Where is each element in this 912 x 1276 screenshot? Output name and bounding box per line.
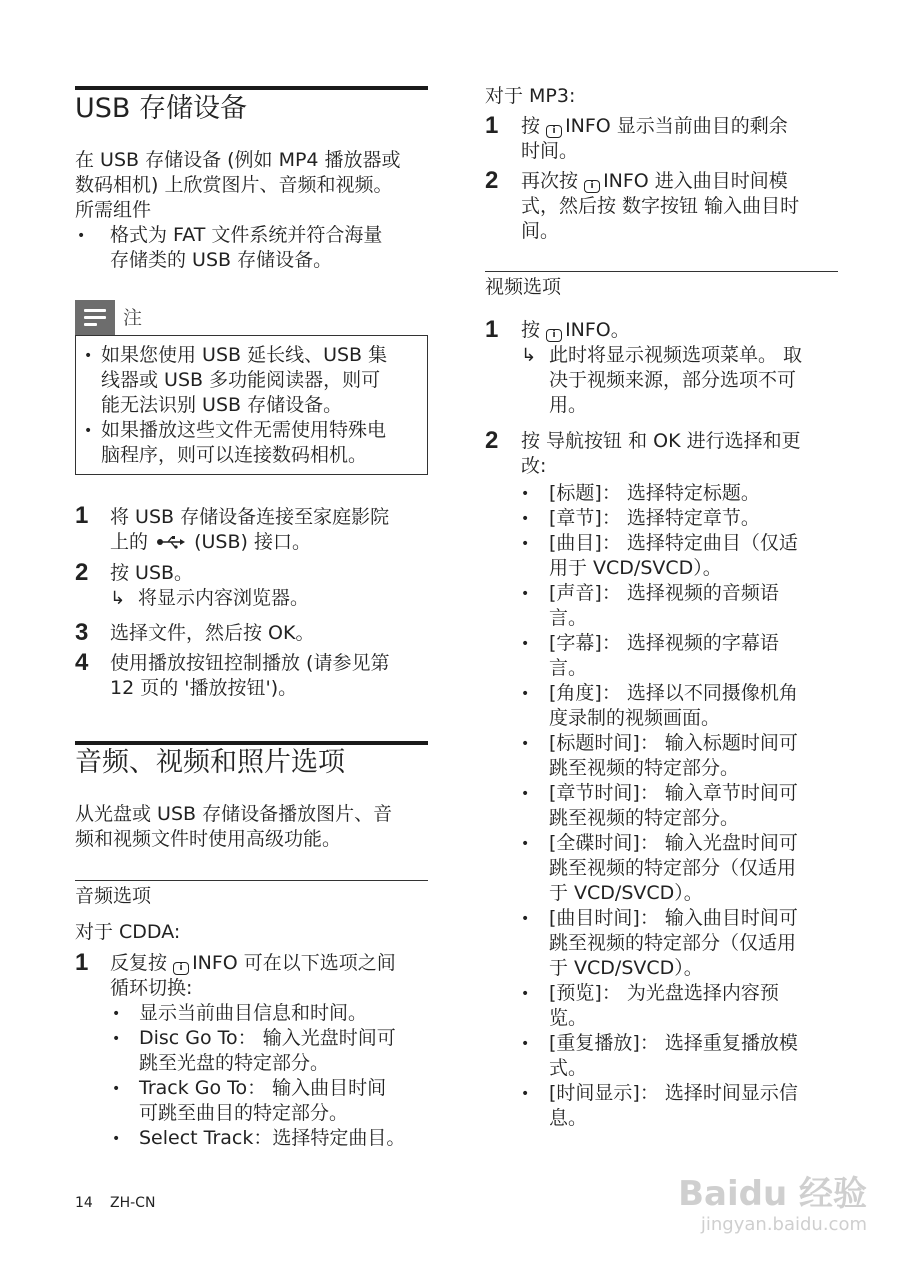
video-option-line: 跳至视频的特定部分。 bbox=[549, 807, 740, 829]
bullet-icon: • bbox=[112, 1131, 121, 1147]
bullet-icon: • bbox=[112, 1081, 121, 1097]
video-option-line: 用于 VCD/SVCD）。 bbox=[549, 557, 722, 579]
bullet-icon: • bbox=[521, 536, 530, 552]
video-option-line: 言。 bbox=[549, 607, 588, 629]
video-option-line: 览。 bbox=[549, 1007, 588, 1029]
step-line: 改: bbox=[521, 455, 547, 477]
video-option-line: [标题时间]： 输入标题时间可 bbox=[549, 732, 798, 754]
step-line: 按 USB。 bbox=[110, 562, 194, 584]
video-option-line: [预览]： 为光盘选择内容预 bbox=[549, 982, 779, 1004]
option-line: Disc Go To： 输入光盘时间可 bbox=[139, 1027, 396, 1049]
bullet-icon: • bbox=[521, 636, 530, 652]
bullet-icon: • bbox=[521, 686, 530, 702]
note-line: 脑程序，则可以连接数码相机。 bbox=[101, 444, 368, 466]
step-number: 2 bbox=[485, 427, 499, 454]
step-text: (USB) 接口。 bbox=[194, 531, 311, 553]
video-option-line: 言。 bbox=[549, 657, 588, 679]
result-arrow-icon: ↳ bbox=[110, 588, 126, 609]
step-line: 选择文件，然后按 OK。 bbox=[110, 622, 315, 644]
bullet-icon: • bbox=[521, 1036, 530, 1052]
usb-title: USB 存储设备 bbox=[75, 93, 248, 124]
option-line: Select Track：选择特定曲目。 bbox=[139, 1127, 406, 1149]
step-line: 间。 bbox=[521, 220, 560, 242]
bullet-icon: • bbox=[77, 228, 86, 244]
step-line bbox=[110, 530, 311, 555]
step-text: 按 bbox=[521, 319, 541, 341]
step-number: 1 bbox=[75, 949, 89, 976]
step-text: 反复按 bbox=[110, 952, 168, 974]
requirements-heading: 所需组件 bbox=[75, 199, 152, 221]
step-line: 将 USB 存储设备连接至家庭影院 bbox=[110, 506, 390, 528]
video-option-line: [声音]： 选择视频的音频语 bbox=[549, 582, 779, 604]
result-arrow-icon: ↳ bbox=[521, 345, 537, 366]
step-text: INFO。 bbox=[565, 319, 630, 341]
note-line: 能无法识别 USB 存储设备。 bbox=[101, 394, 343, 416]
step-number: 1 bbox=[75, 502, 89, 529]
step-line: 12 页的 '播放按钮')。 bbox=[110, 677, 298, 699]
step-line: 循环切换: bbox=[110, 977, 193, 999]
step-result: 将显示内容浏览器。 bbox=[138, 587, 310, 609]
step-number: 3 bbox=[75, 619, 89, 646]
video-option-line: 于 VCD/SVCD）。 bbox=[549, 882, 703, 904]
bullet-icon: • bbox=[521, 836, 530, 852]
step-text: INFO 可在以下选项之间 bbox=[192, 952, 396, 974]
video-option-line: 于 VCD/SVCD）。 bbox=[549, 957, 703, 979]
step-number: 1 bbox=[485, 112, 499, 139]
page-number: 14 bbox=[75, 1195, 93, 1211]
info-icon: i bbox=[546, 329, 562, 342]
requirement-line: 存储类的 USB 存储设备。 bbox=[110, 249, 333, 271]
note-icon bbox=[75, 300, 115, 336]
av-options-title: 音频、视频和照片选项 bbox=[75, 747, 345, 778]
video-option-line: [时间显示]： 选择时间显示信 bbox=[549, 1082, 798, 1104]
step-text: 再次按 bbox=[521, 170, 579, 192]
video-option-line: [角度]： 选择以不同摄像机角 bbox=[549, 682, 798, 704]
usb-intro-line: 在 USB 存储设备 (例如 MP4 播放器或 bbox=[75, 149, 401, 171]
step-line bbox=[521, 114, 788, 139]
step-number: 1 bbox=[485, 316, 499, 343]
bullet-icon: • bbox=[84, 423, 93, 439]
language-code: ZH-CN bbox=[110, 1195, 156, 1211]
option-line: Track Go To： 输入曲目时间 bbox=[139, 1077, 387, 1099]
bullet-icon: • bbox=[112, 1006, 121, 1022]
video-option-line: [标题]： 选择特定标题。 bbox=[549, 482, 760, 504]
note-box bbox=[75, 335, 428, 475]
step-result: 决于视频来源，部分选项不可 bbox=[549, 369, 797, 391]
bullet-icon: • bbox=[521, 786, 530, 802]
subsection-rule bbox=[485, 271, 838, 272]
video-option-line: [字幕]： 选择视频的字幕语 bbox=[549, 632, 779, 654]
step-line: 式，然后按 数字按钮 输入曲目时 bbox=[521, 195, 800, 217]
video-option-line: 跳至视频的特定部分（仅适用 bbox=[549, 857, 797, 879]
bullet-icon: • bbox=[84, 348, 93, 364]
bullet-icon: • bbox=[521, 586, 530, 602]
av-intro-line: 频和视频文件时使用高级功能。 bbox=[75, 828, 342, 850]
bullet-icon: • bbox=[521, 486, 530, 502]
usb-icon bbox=[156, 535, 186, 549]
video-options-heading: 视频选项 bbox=[485, 276, 562, 298]
usb-intro-line: 数码相机) 上欣赏图片、音频和视频。 bbox=[75, 174, 393, 196]
watermark-logo: Baidu 经验 bbox=[678, 1174, 867, 1214]
note-line: 如果您使用 USB 延长线、USB 集 bbox=[101, 344, 388, 366]
section-rule bbox=[75, 741, 428, 745]
audio-options-heading: 音频选项 bbox=[75, 885, 152, 907]
video-option-line: [曲目]： 选择特定曲目（仅适 bbox=[549, 532, 798, 554]
cdda-label: 对于 CDDA: bbox=[75, 921, 181, 943]
video-option-line: 跳至视频的特定部分。 bbox=[549, 757, 740, 779]
option-line: 跳至光盘的特定部分。 bbox=[139, 1052, 330, 1074]
video-option-line: 跳至视频的特定部分（仅适用 bbox=[549, 932, 797, 954]
info-icon: i bbox=[546, 125, 562, 138]
step-line bbox=[521, 169, 788, 194]
step-line bbox=[521, 318, 630, 343]
step-text: 按 bbox=[521, 115, 541, 137]
video-option-line: [章节时间]： 输入章节时间可 bbox=[549, 782, 798, 804]
section-rule bbox=[75, 86, 428, 90]
subsection-rule bbox=[75, 880, 428, 881]
bullet-icon: • bbox=[521, 511, 530, 527]
video-option-line: [全碟时间]： 输入光盘时间可 bbox=[549, 832, 798, 854]
step-line: 按 导航按钮 和 OK 进行选择和更 bbox=[521, 430, 801, 452]
baidu-watermark bbox=[678, 1174, 867, 1236]
step-line bbox=[110, 951, 396, 976]
video-option-line: 式。 bbox=[549, 1057, 588, 1079]
bullet-icon: • bbox=[112, 1031, 121, 1047]
option-line: 可跳至曲目的特定部分。 bbox=[139, 1102, 349, 1124]
note-label: 注 bbox=[123, 307, 143, 329]
step-result: 用。 bbox=[549, 394, 588, 416]
video-option-line: [重复播放]： 选择重复播放模 bbox=[549, 1032, 798, 1054]
watermark-url: jingyan.baidu.com bbox=[700, 1214, 867, 1235]
bullet-icon: • bbox=[521, 1086, 530, 1102]
step-line: 使用播放按钮控制播放 (请参见第 bbox=[110, 652, 390, 674]
video-option-line: 息。 bbox=[549, 1107, 588, 1129]
bullet-icon: • bbox=[521, 911, 530, 927]
step-number: 2 bbox=[75, 559, 89, 586]
step-number: 2 bbox=[485, 167, 499, 194]
av-intro-line: 从光盘或 USB 存储设备播放图片、音 bbox=[75, 803, 393, 825]
step-text: INFO 进入曲目时间模 bbox=[603, 170, 788, 192]
info-icon: i bbox=[584, 180, 600, 193]
video-option-line: [章节]： 选择特定章节。 bbox=[549, 507, 760, 529]
mp3-label: 对于 MP3: bbox=[485, 85, 576, 107]
step-line: 时间。 bbox=[521, 140, 579, 162]
bullet-icon: • bbox=[521, 736, 530, 752]
note-line: 线器或 USB 多功能阅读器，则可 bbox=[101, 369, 381, 391]
option-line: 显示当前曲目信息和时间。 bbox=[139, 1002, 368, 1024]
step-text: 上的 bbox=[110, 531, 149, 553]
step-result: 此时将显示视频选项菜单。 取 bbox=[549, 344, 803, 366]
info-icon: i bbox=[173, 962, 189, 975]
step-number: 4 bbox=[75, 649, 89, 676]
video-option-line: 度录制的视频画面。 bbox=[549, 707, 721, 729]
requirement-line: 格式为 FAT 文件系统并符合海量 bbox=[110, 224, 383, 246]
note-line: 如果播放这些文件无需使用特殊电 bbox=[101, 419, 387, 441]
step-text: INFO 显示当前曲目的剩余 bbox=[565, 115, 788, 137]
bullet-icon: • bbox=[521, 986, 530, 1002]
video-option-line: [曲目时间]： 输入曲目时间可 bbox=[549, 907, 798, 929]
